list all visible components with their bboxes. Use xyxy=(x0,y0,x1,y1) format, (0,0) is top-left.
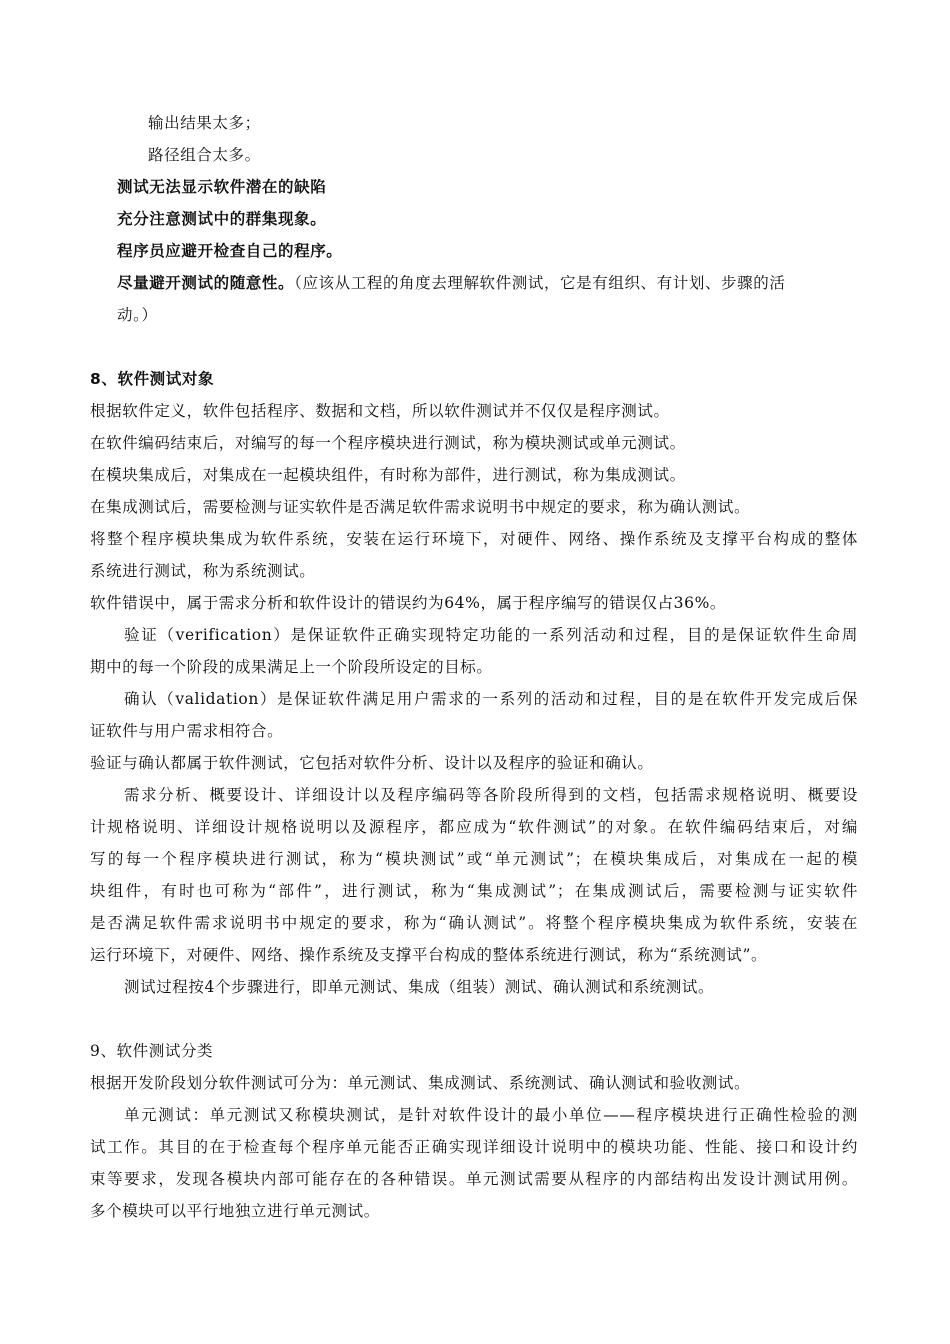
paragraph-line: 块组件，有时也可称为“部件”，进行测试，称为“集成测试”；在集成测试后，需要检测与证实软件 xyxy=(90,882,858,900)
paragraph-line: 将整个程序模块集成为软件系统，安装在运行环境下，对硬件、网络、操作系统及支撑平台构成的整体 xyxy=(90,530,858,548)
paragraph-line: 系统进行测试，称为系统测试。 xyxy=(90,562,316,580)
section-heading: 8、软件测试对象 xyxy=(90,370,215,388)
paragraph-line: 需求分析、概要设计、详细设计以及程序编码等各阶段所得到的文档，包括需求规格说明、概要设 xyxy=(124,786,858,804)
paragraph-line: 验证（verification）是保证软件正确实现特定功能的一系列活动和过程，目的是保证软件生命周 xyxy=(124,626,858,644)
principle-item xyxy=(117,273,785,293)
paragraph-line: 在集成测试后，需要检测与证实软件是否满足软件需求说明书中规定的要求，称为确认测试。 xyxy=(90,498,751,516)
paragraph-line: 写的每一个程序模块进行测试，称为“模块测试”或“单元测试”；在模块集成后，对集成在一起的模 xyxy=(90,850,858,868)
paragraph-line: 根据软件定义，软件包括程序、数据和文档，所以软件测试并不仅仅是程序测试。 xyxy=(90,402,670,420)
paragraph-line: 根据开发阶段划分软件测试可分为：单元测试、集成测试、系统测试、确认测试和验收测试。 xyxy=(90,1074,751,1092)
paragraph-line: 束等要求，发现各模块内部可能存在的各种错误。单元测试需要从程序的内部结构出发设计测试用例。 xyxy=(90,1170,858,1188)
list-item: 路径组合太多。 xyxy=(148,146,261,164)
paragraph-line: 测试过程按4个步骤进行，即单元测试、集成（组装）测试、确认测试和系统测试。 xyxy=(124,978,715,996)
paragraph-line: 期中的每一个阶段的成果满足上一个阶段所设定的目标。 xyxy=(90,658,493,676)
section-heading: 9、软件测试分类 xyxy=(90,1042,214,1060)
paragraph-line: 多个模块可以平行地独立进行单元测试。 xyxy=(90,1202,380,1220)
paragraph-line: 单元测试：单元测试又称模块测试，是针对软件设计的最小单位——程序模块进行正确性检验的测 xyxy=(124,1106,858,1124)
paragraph-line: 在软件编码结束后，对编写的每一个程序模块进行测试，称为模块测试或单元测试。 xyxy=(90,434,686,452)
paragraph-line: 证软件与用户需求相符合。 xyxy=(90,722,284,740)
paragraph-line: 确认（validation）是保证软件满足用户需求的一系列的活动和过程，目的是在软件开发完成后保 xyxy=(124,690,858,708)
paragraph-line: 计规格说明、详细设计规格说明以及源程序，都应成为“软件测试”的对象。在软件编码结束后，对编 xyxy=(90,818,858,836)
principle-bold-text: 尽量避开测试的随意性。 xyxy=(117,274,295,292)
principle-note-text: （应该从工程的角度去理解软件测试，它是有组织、有计划、步骤的活 xyxy=(294,274,786,292)
principle-item: 测试无法显示软件潜在的缺陷 xyxy=(117,178,327,196)
paragraph-line: 运行环境下，对硬件、网络、操作系统及支撑平台构成的整体系统进行测试，称为“系统测试”。 xyxy=(90,946,768,964)
paragraph-line: 软件错误中，属于需求分析和软件设计的错误约为64%，属于程序编写的错误仅占36%。 xyxy=(90,594,727,612)
principle-note-continuation: 动。） xyxy=(117,306,158,324)
paragraph-line: 是否满足软件需求说明书中规定的要求，称为“确认测试”。将整个程序模块集成为软件系统，安装在 xyxy=(90,914,858,932)
principle-item: 程序员应避开检查自己的程序。 xyxy=(117,242,343,260)
principle-item: 充分注意测试中的群集现象。 xyxy=(117,210,327,228)
paragraph-line: 在模块集成后，对集成在一起模块组件，有时称为部件，进行测试，称为集成测试。 xyxy=(90,466,686,484)
paragraph-line: 试工作。其目的在于检查每个程序单元能否正确实现详细设计说明中的模块功能、性能、接口和设计约 xyxy=(90,1138,858,1156)
paragraph-line: 验证与确认都属于软件测试，它包括对软件分析、设计以及程序的验证和确认。 xyxy=(90,754,654,772)
list-item: 输出结果太多； xyxy=(148,114,261,132)
